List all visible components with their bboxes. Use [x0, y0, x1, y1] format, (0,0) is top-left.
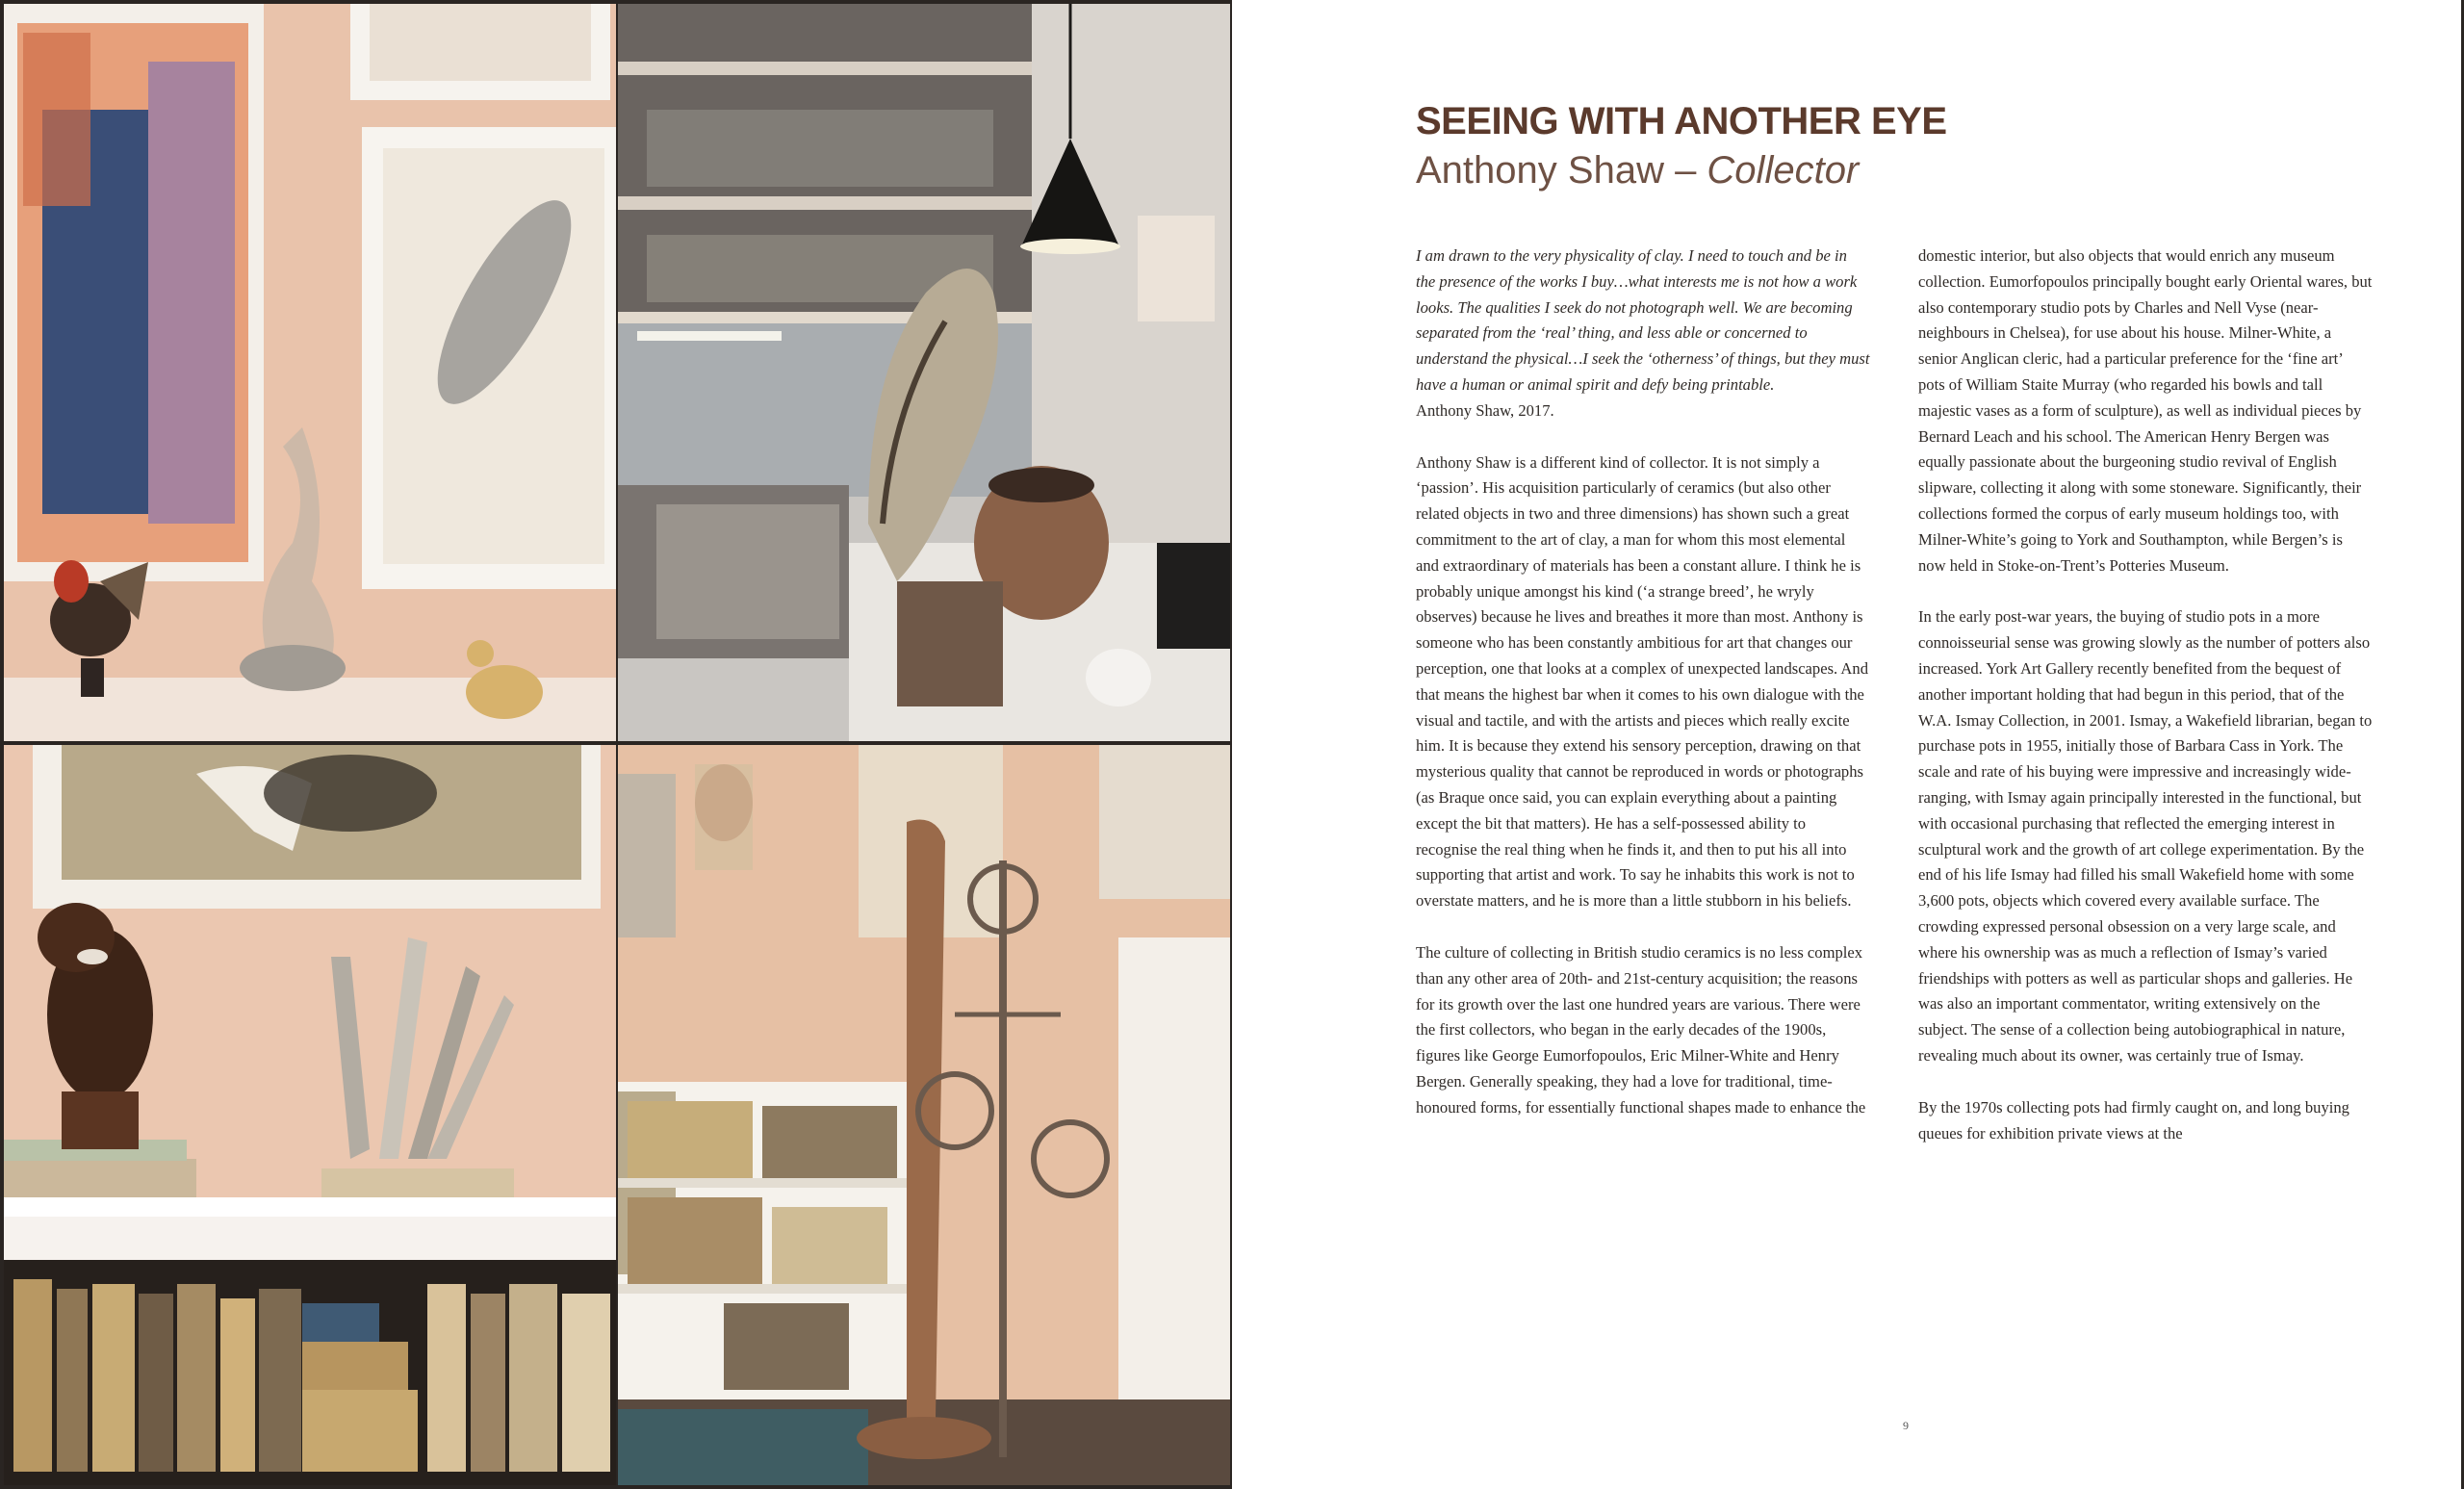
photo-rooster-heron-shelf — [4, 4, 616, 741]
body-paragraph: By the 1970s collecting pots had firmly caught on, and long buying queues for exhibition private views at the — [1918, 1097, 2349, 1142]
body-paragraph: The culture of collecting in British studio ceramics is no less complex than any other area of 20th- and 21st-century acquisition; the reasons for its growth over the last one hundred years are various. There were the first collectors, who began in the early decades of the 1900s, figures like George Eumorfopoulos, Eric Milner-White and Henry Bergen. Generally speaking, they had a love for traditional, time-honoured forms, for essentially functional shapes made to enhance the — [1416, 942, 1866, 1117]
photo-kitchen-vessel — [618, 4, 1230, 741]
text-page — [1232, 0, 2464, 1489]
quote-attribution: Anthony Shaw, 2017. — [1416, 400, 1554, 420]
photo-tall-sculpture — [618, 745, 1230, 1485]
body-paragraph: domestic interior, but also objects that would enrich any museum collection. Eumorfopoulos principally bought early Oriental wares, but also contemporary studio pots by Charles and Nell Vyse (near-neighbours in Chelsea), for use about his house. Milner-White, a senior Anglican cleric, had a particular preference for the ‘fine art’ pots of William Staite Murray (who regarded his bowls and tall majestic vases as a form of sculpture), as well as individual pieces by Bernard Leach and his school. The American Henry Bergen was equally passionate about the burgeoning studio revival of English slipware, collecting it along with some stoneware. Significantly, their collections formed the corpus of early museum holdings too, with Milner-White’s going to York and Southampton, while Bergen’s is now held in Stoke-on-Trent’s Potteries Museum. — [1918, 246, 2373, 575]
body-paragraph: Anthony Shaw is a different kind of collector. It is not simply a ‘passion’. His acquisition particularly of ceramics (but also other related objects in two and three dimensions) has shown such a great commitment to the art of clay, a man for whom this most elemental and extraordinary of materials has been a constant allure. I think he is probably unique amongst his kind (‘a strange breed’, he wryly observes) because he lives and breathes it more than most. Anthony is someone who has been constantly ambitious for art that changes our perception, one that looks at a complex of unexpected landscapes. And that means the highest bar when it comes to his own dialogue with the visual and tactile, and with the artists and pieces which really excite him. It is because they extend his sensory perception, drawing on that mysterious quality that cannot be reproduced in words or photographs (as Braque once said, you can explain everything about a painting except the bit that matters). He has a self-possessed ability to recognise the real thing when he finds it, and then to put his all into supporting that artist and work. To say he inhabits this work is not to overstate matters, and he is more than a little stubborn in his beliefs. — [1416, 452, 1869, 911]
opening-quote: I am drawn to the very physicality of clay. I need to touch and be in the presence of the works I buy…what interests me is not how a work looks. The qualities I seek do not photograph well. We are becoming separated from the ‘real’ thing, and less able or concerned to understand the physical…I seek the ‘otherness’ of things, but they must have a human or animal spirit and defy being printable. — [1416, 246, 1870, 394]
article-heading — [1416, 96, 2282, 194]
subtitle-role: Collector — [1707, 149, 1860, 192]
article-title: SEEING WITH ANOTHER EYE — [1416, 100, 1947, 142]
body-paragraph: In the early post-war years, the buying of studio pots in a more connoisseurial sense was growing slowly as the number of potters also increased. York Art Gallery recently benefited from the bequest of another important holding that had begun in this period, that of the W.A. Ismay Collection, in 2001. Ismay, a Wakefield librarian, began to purchase pots in 1955, initially those of Barbara Cass in York. The scale and rate of his buying were impressive and increasingly wide-ranging, with Ismay again principally interested in the functional, but with occasional purchasing that reflected the emerging interest in sculptural work and the growth of art college experimentation. By the end of his life Ismay had filled his small Wakefield home with some 3,600 pots, objects which covered every available surface. The crowding expressed personal obsession on a very large scale, and where his ownership was as much a reflection of Ismay’s varied friendships with potters as well as particular shops and galleries. He was also an important commentator, writing extensively on the subject. The sense of a collection being autobiographical in nature, revealing much about its owner, was certainly true of Ismay. — [1918, 607, 2373, 1065]
text-column-right — [1918, 244, 2373, 1172]
subtitle-name: Anthony Shaw – — [1416, 149, 1707, 192]
text-column-left — [1416, 244, 1870, 1147]
photo-bear-bookshelf — [4, 745, 616, 1485]
article-subtitle — [1416, 146, 2282, 194]
page-number: 9 — [1903, 1419, 1909, 1432]
